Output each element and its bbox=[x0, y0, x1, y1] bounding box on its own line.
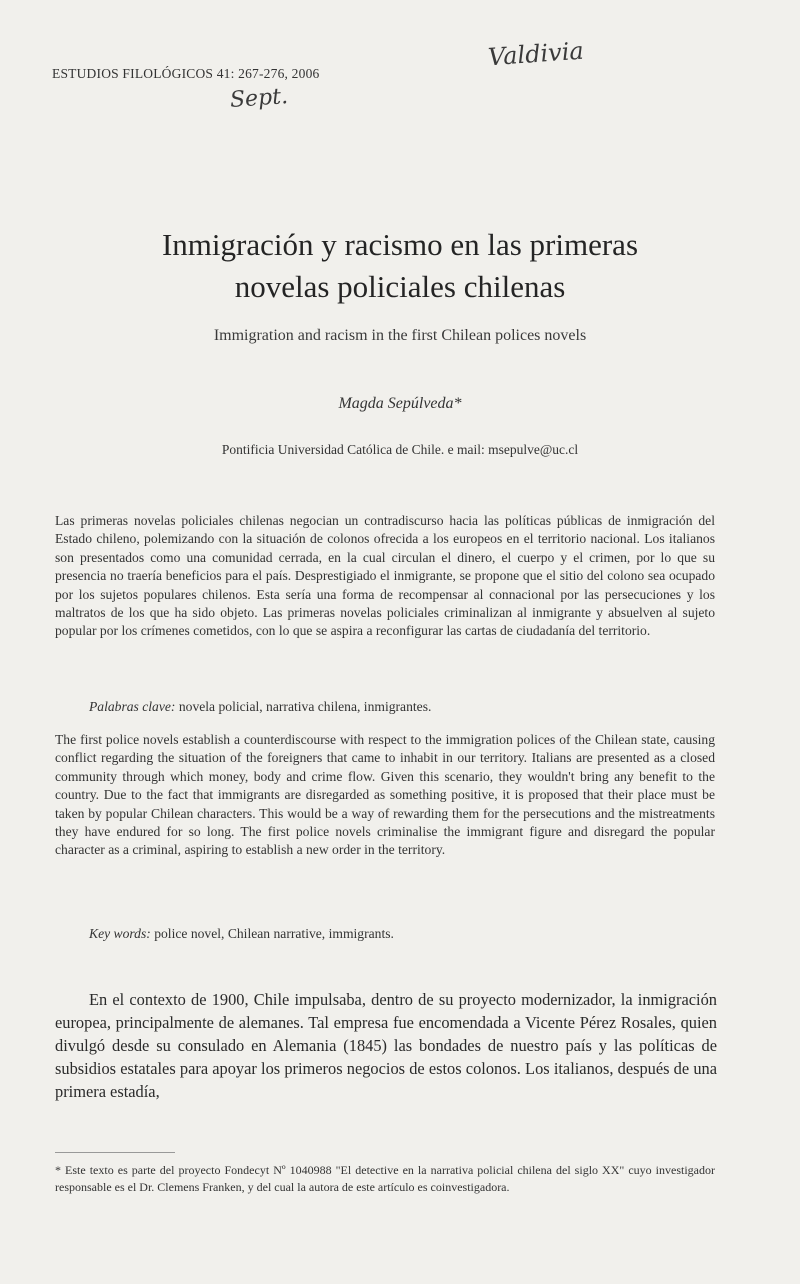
keywords-english-values: police novel, Chilean narrative, immigrants. bbox=[154, 926, 394, 941]
abstract-english: The first police novels establish a counterdiscourse with respect to the immigration polices of the Chilean state, causing conflict regarding the situation of the foreigners that came to inhabit in our territory. Italians are presented as a closed community through which money, body and crime flow. Given this scenario, they wouldn't bring any benefit to the country. Due to the fact that immigrants are disregarded as something positive, it is proposed that their place must be taken by popular Chilean characters. This would be a way of rewarding them for the persecutions and the mistreatments they have endured for so long. The first police novels criminalise the immigrant figure and disregard the popular character as a criminal, aspiring to establish a new order in the territory. bbox=[55, 732, 715, 858]
article-title-line-1: Inmigración y racismo en las primeras bbox=[161, 227, 639, 262]
author-affiliation: Pontificia Universidad Católica de Chile. e mail: msepulve@uc.cl bbox=[221, 442, 579, 457]
body-paragraph: En el contexto de 1900, Chile impulsaba, dentro de su proyecto modernizador, la inmigración europea, principalmente de alemanes. Tal empresa fue encomendada a Vicente Pérez Rosales, quien divulgó desde su consulado en Alemania (1845) las bondades de nuestro país y las políticas de subsidios estatales para apoyar los primeros negocios de estos colonos. Los italianos, después de una primera estadía, bbox=[55, 990, 717, 1101]
footnote: * Este texto es parte del proyecto Fondecyt Nº 1040988 "El detective en la narrativa policial chilena del siglo XX" cuyo investigador responsable es el Dr. Clemens Franken, y del cual la autora de este artículo es coinvestigadora. bbox=[55, 1163, 715, 1194]
footnote-divider bbox=[55, 1152, 175, 1153]
journal-reference: ESTUDIOS FILOLÓGICOS 41: 267-276, 2006 bbox=[52, 66, 320, 81]
handwritten-name-annotation: Valdivia bbox=[487, 36, 585, 72]
english-title: Immigration and racism in the first Chilean polices novels bbox=[213, 327, 587, 344]
keywords-spanish-values: novela policial, narrativa chilena, inmigrantes. bbox=[178, 699, 432, 714]
author-name: Magda Sepúlveda* bbox=[338, 395, 462, 412]
article-title-line-2: novelas policiales chilenas bbox=[234, 269, 566, 304]
handwritten-date-annotation: Sept. bbox=[229, 84, 289, 113]
abstract-spanish: Las primeras novelas policiales chilenas negocian un contradiscurso hacia las políticas públicas de inmigración del Estado chileno, polemizando con la situación de colonos ofrecida a los europeos en el territorio nacional. Los italianos son presentados como una comunidad cerrada, en la cual circulan el dinero, el cuerpo y el crimen, por lo que su presencia no traería beneficios para el país. Desprestigiado el inmigrante, se propone que el sitio del colono sea ocupado por los sujetos populares chilenos. Esta sería una forma de recompensar al connacional por las persecuciones y los maltratos de los que ha sido objeto. Las primeras novelas policiales criminalizan al inmigrante y absuelven al sujeto popular por los crímenes cometidos, con lo que se aspira a reconfigurar las cartas de ciudadanía del territorio. bbox=[55, 513, 715, 639]
article-title bbox=[60, 224, 740, 308]
keywords-spanish-label: Palabras clave: bbox=[89, 699, 176, 714]
keywords-english-label: Key words: bbox=[89, 926, 151, 941]
keywords-english bbox=[55, 926, 715, 942]
keywords-spanish bbox=[55, 699, 715, 715]
